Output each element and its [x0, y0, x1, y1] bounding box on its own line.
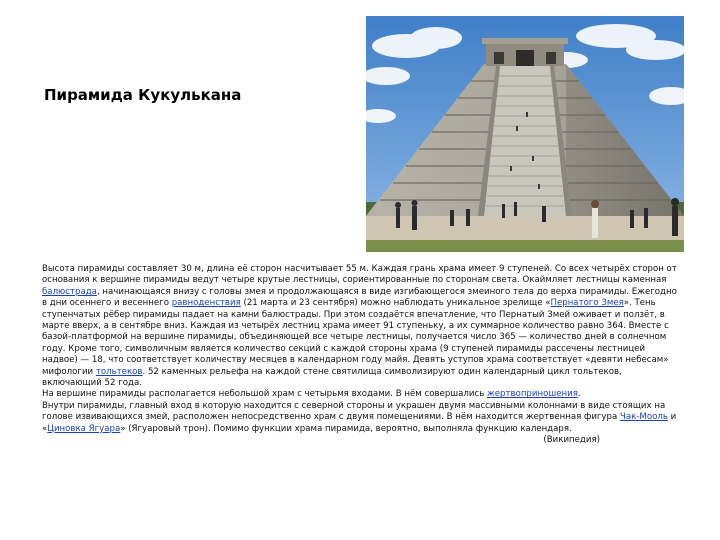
pyramid-photo — [366, 16, 684, 252]
paragraph-text: На вершине пирамиды располагается небольшой храм с четырьмя входами. В нём совершались — [42, 389, 487, 400]
article-link[interactable]: равноденствия — [171, 298, 241, 309]
article-link[interactable]: Циновка Ягуара — [47, 423, 121, 434]
paragraph-text: , начинающаяся внизу с головы змея и продолжающаяся в виде изгибающегося змеиного тела до верха пирамиды. Ежегодно в дни осеннего и весеннего — [42, 286, 677, 309]
article-link[interactable]: балюстрада — [42, 286, 97, 297]
page-title: Пирамида Кукулькана — [44, 86, 242, 104]
paragraph-text: и « — [42, 412, 677, 434]
article-body — [42, 264, 682, 447]
paragraph-text: » (Ягуаровый трон). Помимо функции храма пирамида, вероятно, выполняла функцию календаря. — [120, 423, 572, 434]
source-citation: (Википедия) — [543, 435, 600, 446]
paragraph — [42, 264, 682, 389]
article-link[interactable]: жертвоприношения — [487, 389, 578, 400]
paragraph-text: . 52 каменных рельефа на каждой стене святилища символизируют один календарный цикл тольтеков, включающий 52 года. — [42, 366, 622, 389]
paragraph-text: ». Тень ступенчатых рёбер пирамиды падает на камни балюстрады. При этом создаётся впечатление, что Пернатый Змей оживает и ползёт, в марте вверх, а в сентябре вниз. Каждая из четырёх лестниц храма имеет 91 ступеньку, а их суммарное количество равно 364. Вместе с базой-платформой на вершине пирамиды, объединяющей все четыре лестницы, получается число 365 — количество дней в солнечном году. Кроме того, символичным является количество секций с каждой стороны храма (9 ступеней пирамиды рассечены лестницей надвое) — 18, что соответствует количеству месяцев в календарном году майя. Девять уступов храма соответствует «девяти небесам» мифологии — [42, 298, 669, 377]
paragraph — [42, 400, 682, 446]
article-link[interactable]: тольтеков — [95, 366, 143, 377]
paragraph-text: Высота пирамиды составляет 30 м, длина её сторон насчитывает 55 м. Каждая грань храма имеет 9 ступеней. Со всех четырёх сторон от основания к вершине пирамиды ведут четыре крутые лестницы, сориентированные по сторонам света. Окаймляет лестницы каменная — [42, 264, 677, 286]
pyramid-illustration — [366, 16, 684, 252]
article-link[interactable]: Чак-Мооль — [619, 412, 668, 423]
paragraph-text: . — [577, 389, 581, 400]
article-link[interactable]: Пернатого Змея — [550, 298, 624, 309]
temple-door — [516, 50, 534, 66]
paragraph — [42, 389, 682, 400]
paragraph-text: (21 марта и 23 сентября) можно наблюдать уникальное зрелище « — [240, 298, 551, 309]
paragraph-text: Внутри пирамиды, главный вход в которую находится с северной стороны и украшен двумя массивными колоннами в виде стоящих на голове извивающихся змей, расположен непосредственно храм с двумя помещениями. В нём находится жертвенная фигура — [42, 400, 666, 423]
